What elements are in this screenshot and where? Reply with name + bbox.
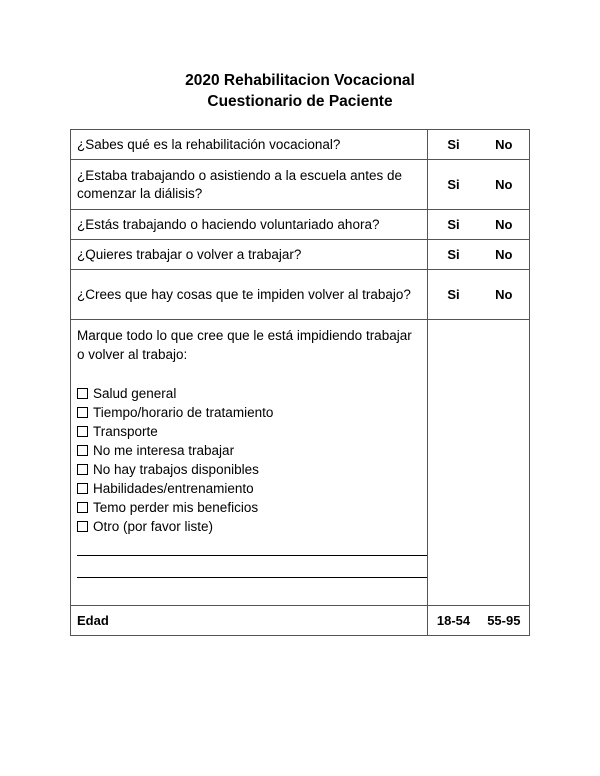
answer-cell [428, 270, 530, 320]
age-row [71, 606, 530, 636]
checkbox-label: Salud general [93, 386, 177, 401]
answer-yes[interactable]: Si [447, 137, 460, 152]
question-text: ¿Crees que hay cosas que te impiden volver al trabajo? [71, 270, 428, 320]
age-option-18-54[interactable]: 18-54 [436, 613, 471, 628]
checkbox-icon[interactable] [77, 445, 88, 456]
checkbox-icon[interactable] [77, 521, 88, 532]
answer-cell [428, 240, 530, 270]
checkbox-icon[interactable] [77, 502, 88, 513]
barriers-checklist [77, 384, 421, 536]
age-label: Edad [71, 606, 428, 636]
answer-no[interactable]: No [495, 247, 513, 262]
checkbox-item[interactable] [77, 460, 421, 479]
answer-cell [428, 130, 530, 160]
answer-no[interactable]: No [495, 217, 513, 232]
question-text: ¿Quieres trabajar o volver a trabajar? [71, 240, 428, 270]
age-option-55-95[interactable]: 55-95 [487, 613, 521, 628]
checkbox-item[interactable] [77, 441, 421, 460]
write-in-line-1[interactable] [77, 555, 427, 556]
checkbox-label: Tiempo/horario de tratamiento [93, 405, 274, 420]
checkbox-label: Temo perder mis beneficios [93, 500, 259, 515]
checkbox-item[interactable] [77, 422, 421, 441]
question-row-1 [71, 130, 530, 160]
checkbox-label: Habilidades/entrenamiento [93, 481, 254, 496]
barriers-instruction: Marque todo lo que cree que le está impidiendo trabajar o volver al trabajo: [77, 328, 412, 362]
checkbox-icon[interactable] [77, 388, 88, 399]
answer-yes[interactable]: Si [447, 177, 460, 192]
checkbox-icon[interactable] [77, 483, 88, 494]
answer-yes[interactable]: Si [447, 217, 460, 232]
title-line-1: 2020 Rehabilitacion Vocacional [185, 72, 415, 89]
checkbox-label: No me interesa trabajar [93, 443, 235, 458]
answer-no[interactable]: No [495, 177, 513, 192]
checkbox-icon[interactable] [77, 407, 88, 418]
question-row-2 [71, 160, 530, 210]
questionnaire-table [70, 129, 530, 636]
checkbox-item[interactable] [77, 384, 421, 403]
checkbox-icon[interactable] [77, 464, 88, 475]
question-text: ¿Estás trabajando o haciendo voluntariado ahora? [71, 210, 428, 240]
barriers-empty-cell [428, 320, 530, 606]
question-row-4 [71, 240, 530, 270]
question-row-5 [71, 270, 530, 320]
answer-yes[interactable]: Si [447, 287, 460, 302]
answer-no[interactable]: No [495, 287, 513, 302]
answer-yes[interactable]: Si [447, 247, 460, 262]
question-row-3 [71, 210, 530, 240]
title-line-2: Cuestionario de Paciente [207, 93, 393, 110]
checkbox-item[interactable] [77, 479, 421, 498]
checkbox-item[interactable] [77, 403, 421, 422]
checkbox-label: Transporte [93, 424, 158, 439]
answer-no[interactable]: No [495, 137, 513, 152]
age-answer-cell [428, 606, 530, 636]
question-text: ¿Estaba trabajando o asistiendo a la escuela antes de comenzar la diálisis? [71, 160, 428, 210]
checkbox-label: Otro (por favor liste) [93, 519, 214, 534]
checkbox-item[interactable] [77, 498, 421, 517]
barriers-row [71, 320, 530, 606]
answer-cell [428, 210, 530, 240]
checkbox-icon[interactable] [77, 426, 88, 437]
checkbox-item[interactable] [77, 517, 421, 536]
question-text: ¿Sabes qué es la rehabilitación vocacional? [71, 130, 428, 160]
checkbox-label: No hay trabajos disponibles [93, 462, 259, 477]
form-title [0, 70, 600, 112]
write-in-line-2[interactable] [77, 577, 427, 578]
answer-cell [428, 160, 530, 210]
barriers-cell [71, 320, 428, 606]
